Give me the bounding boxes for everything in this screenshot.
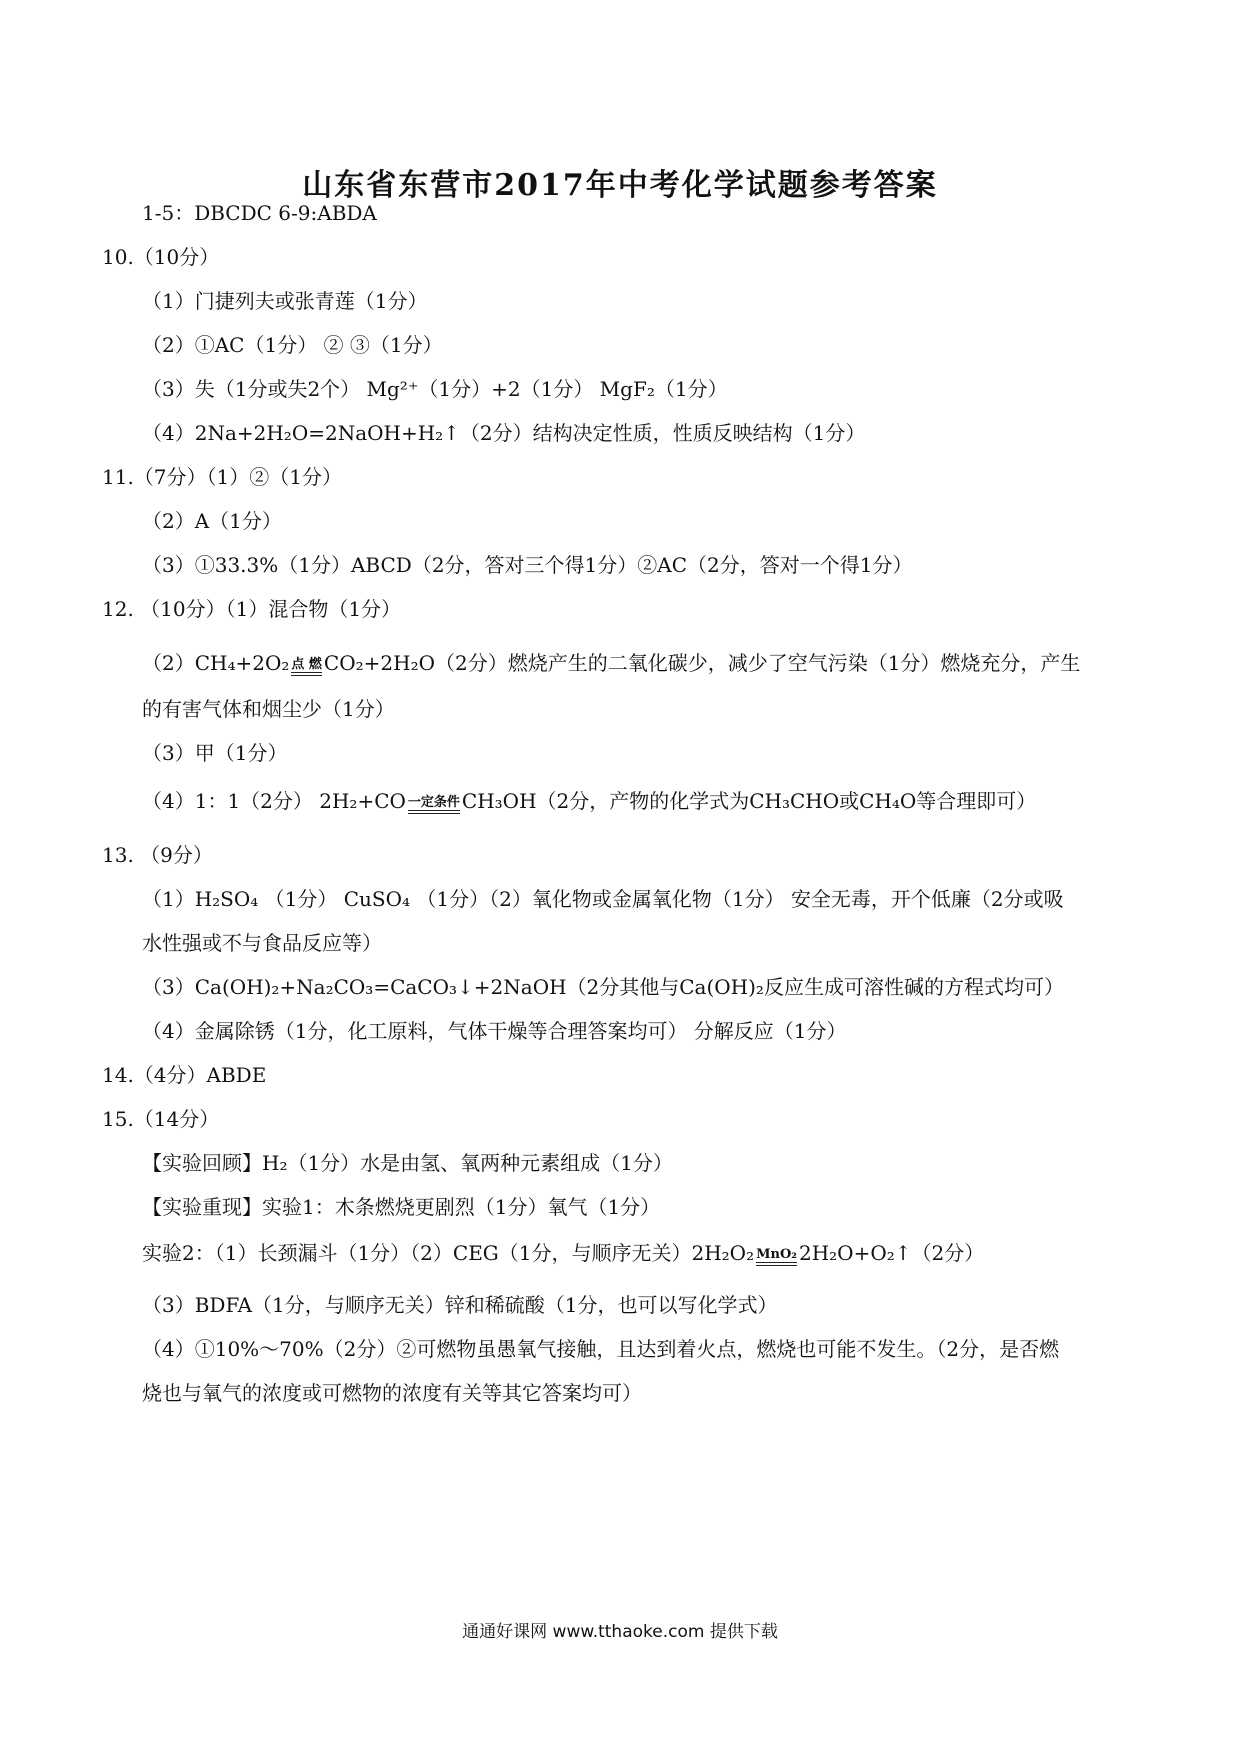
answer-line-q12: 12. （10分）（1）混合物（1分）: [102, 597, 402, 621]
answer-line-q10-2: （2）①AC（1分） ② ③（1分）: [142, 333, 443, 357]
answer-line-mc: 1-5：DBCDC 6-9:ABDA: [142, 201, 377, 225]
answer-line-q15-3: （3）BDFA（1分，与顺序无关）锌和稀硫酸（1分，也可以写化学式）: [142, 1293, 778, 1317]
answer-line-q10: 10.（10分）: [102, 245, 220, 269]
footer-credit: 通通好课网 www.tthaoke.com 提供下载: [462, 1622, 778, 1642]
answer-line-q13-3: （3）Ca(OH)₂+Na₂CO₃=CaCO₃↓+2NaOH（2分其他与Ca(OH)₂反应生成可溶性碱的方程式均可）: [142, 975, 1064, 999]
answer-line-q13-4: （4）金属除锈（1分，化工原料，气体干燥等合理答案均可） 分解反应（1分）: [142, 1019, 847, 1043]
answer-line-q13-1b: 水性强或不与食品反应等）: [142, 931, 382, 955]
answer-line-q11-3: （3）①33.3%（1分）ABCD（2分，答对三个得1分）②AC（2分，答对一个得1分）: [142, 553, 913, 577]
answer-line-q14: 14.（4分）ABDE: [102, 1063, 267, 1087]
answer-line-q15-4b: 烧也与氧气的浓度或可燃物的浓度有关等其它答案均可）: [142, 1381, 642, 1405]
equation-reactants: （2）CH₄+2O₂: [142, 651, 290, 675]
answer-line-q15-review: 【实验回顾】H₂（1分）水是由氢、氧两种元素组成（1分）: [142, 1151, 673, 1175]
equation-products: 2H₂O+O₂↑（2分）: [798, 1241, 985, 1265]
page-title: 山东省东营市2017年中考化学试题参考答案: [302, 168, 938, 203]
equation-products: CO₂+2H₂O（2分）燃烧产生的二氧化碳少，减少了空气污染（1分）燃烧充分，产生: [323, 651, 1081, 675]
answer-line-q10-1: （1）门捷列夫或张青莲（1分）: [142, 289, 428, 313]
answer-line-q12-3: （3）甲（1分）: [142, 741, 288, 765]
answer-line-q11: 11.（7分）（1）②（1分）: [102, 465, 342, 489]
answer-line-q12-2: [142, 650, 1080, 676]
answer-line-q13-1: （1）H₂SO₄ （1分） CuSO₄ （1分）（2）氧化物或金属氧化物（1分） 安全无毒，开个低廉（2分或吸: [142, 887, 1064, 911]
answer-line-q15-reproduce: 【实验重现】实验1：木条燃烧更剧烈（1分）氧气（1分）: [142, 1195, 661, 1219]
answer-line-q15: 15.（14分）: [102, 1107, 220, 1131]
reaction-condition: 一定条件: [408, 796, 460, 814]
reaction-condition: 点 燃: [291, 658, 322, 676]
answer-line-q13: 13. （9分）: [102, 843, 213, 867]
answer-line-q12-4: [142, 788, 1036, 814]
answer-line-q15-4: （4）①10%～70%（2分）②可燃物虽愚氧气接触，且达到着火点，燃烧也可能不发生。（2分，是否燃: [142, 1337, 1060, 1361]
equation-reactants: 实验2：（1）长颈漏斗（1分）（2）CEG（1分，与顺序无关）2H₂O₂: [142, 1241, 755, 1265]
equation-products: CH₃OH（2分，产物的化学式为CH₃CHO或CH₄O等合理即可）: [461, 789, 1037, 813]
answer-line-q15-exp2: [142, 1240, 984, 1266]
answer-line-q12-2b: 的有害气体和烟尘少（1分）: [142, 697, 395, 721]
answer-line-q10-4: （4）2Na+2H₂O=2NaOH+H₂↑（2分）结构决定性质，性质反映结构（1分）: [142, 421, 866, 445]
equation-reactants: （4）1：1（2分） 2H₂+CO: [142, 789, 406, 813]
answer-line-q10-3: （3）失（1分或失2个） Mg²⁺（1分）+2（1分） MgF₂（1分）: [142, 377, 728, 401]
answer-line-q11-2: （2）A（1分）: [142, 509, 282, 533]
reaction-condition: MnO₂: [756, 1248, 797, 1266]
